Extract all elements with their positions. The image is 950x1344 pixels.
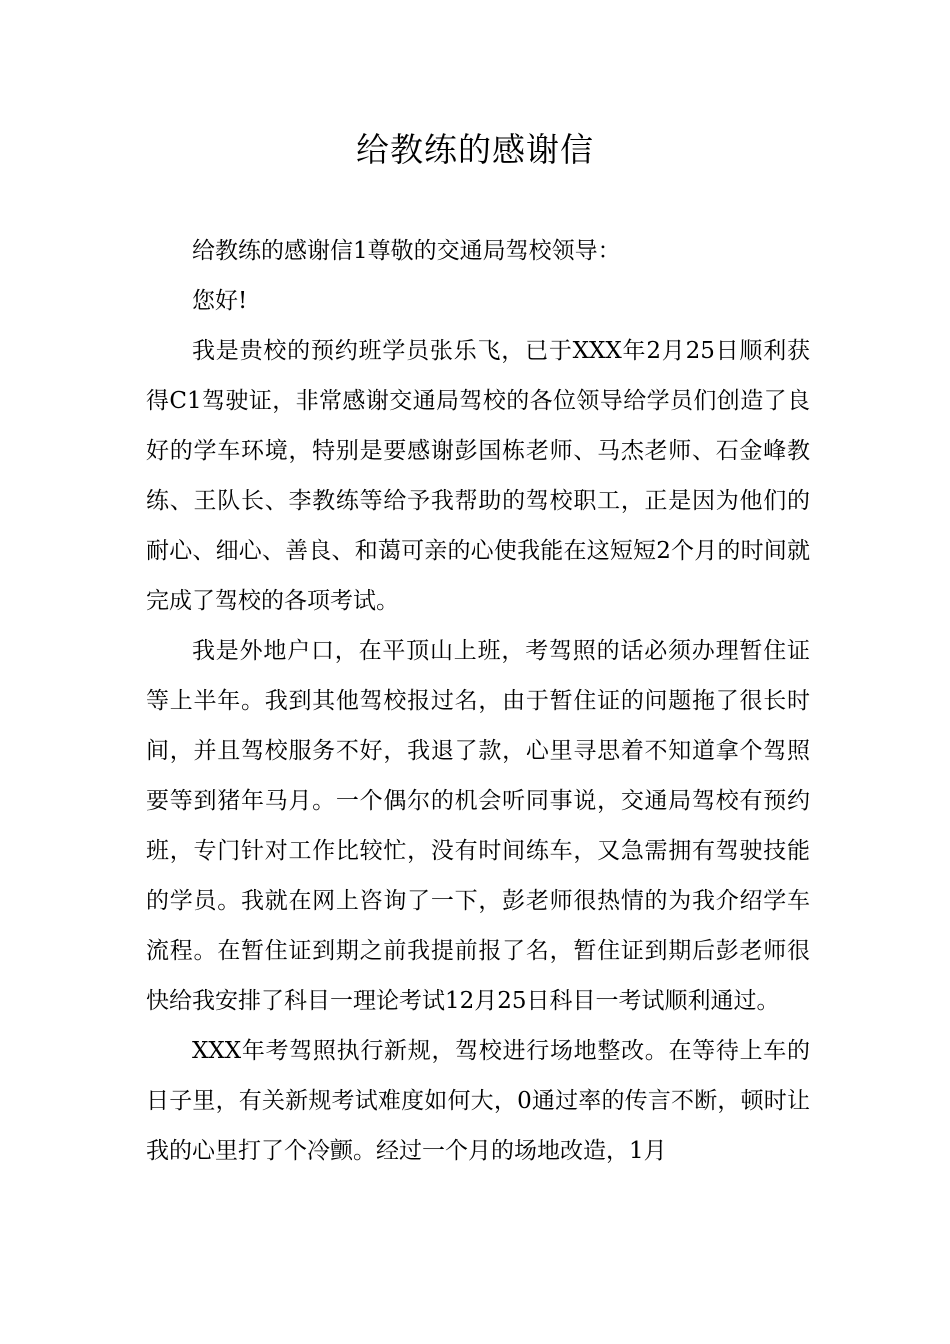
body-paragraph: 我是外地户口，在平顶山上班，考驾照的话必须办理暂住证等上半年。我到其他驾校报过名，由于暂住证的问题拖了很长时间，并且驾校服务不好，我退了款，心里寻思着不知道拿个驾照要等到猪年马月。一个偶尔的机会听同事说，交通局驾校有预约班，专门针对工作比较忙，没有时间练车，又急需拥有驾驶技能的学员。我就在网上咨询了一下，彭老师很热情的为我介绍学车流程。在暂住证到期之前我提前报了名，暂住证到期后彭老师很快给我安排了科目一理论考试12月25日科目一考试顺利通过。: [146, 638, 810, 1014]
salutation-line: 您好!: [192, 288, 248, 314]
body-paragraph: XXX年考驾照执行新规，驾校进行场地整改。在等待上车的日子里，有关新规考试难度如何大，0通过率的传言不断，顿时让我的心里打了个冷颤。经过一个月的场地改造，1月: [146, 1038, 810, 1164]
document-title: 给教练的感谢信: [356, 130, 594, 169]
greeting-line: 给教练的感谢信1尊敬的交通局驾校领导：: [192, 238, 621, 264]
body-paragraph: 我是贵校的预约班学员张乐飞，已于XXX年2月25日顺利获得C1驾驶证，非常感谢交通局驾校的各位领导给学员们创造了良好的学车环境，特别是要感谢彭国栋老师、马杰老师、石金峰教练、王队长、李教练等给予我帮助的驾校职工，正是因为他们的耐心、细心、善良、和蔼可亲的心使我能在这短短2个月的时间就完成了驾校的各项考试。: [146, 338, 810, 614]
document-body: [146, 226, 810, 1176]
